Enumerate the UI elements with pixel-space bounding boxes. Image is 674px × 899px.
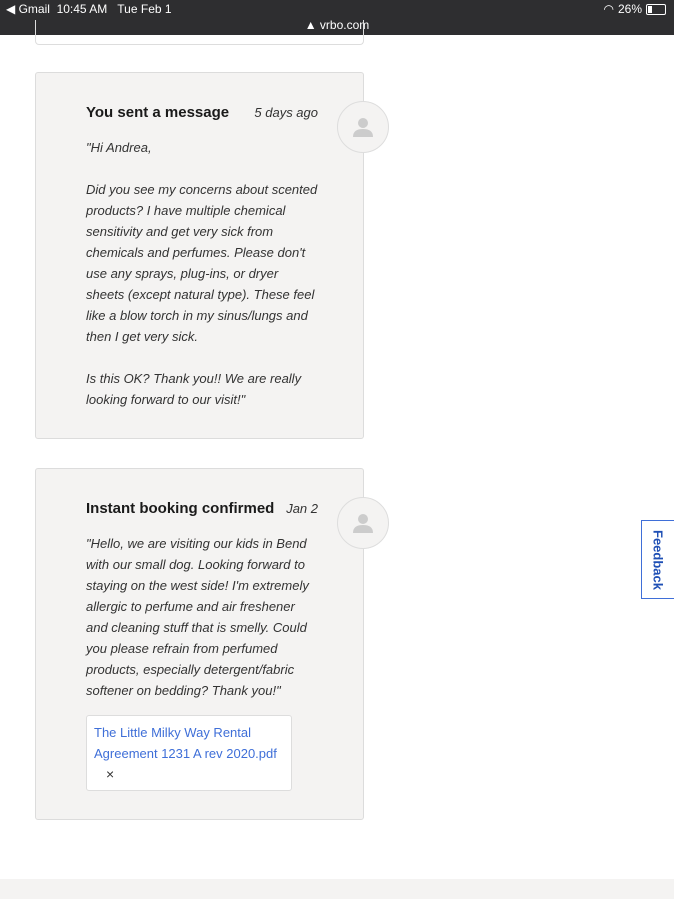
wifi-icon: ◠ [603, 2, 614, 16]
time: 10:45 AM [56, 2, 108, 16]
url-bar[interactable]: ▲ vrbo.com [304, 18, 370, 32]
message-text: "Hello, we are visiting our kids in Bend with our small dog. Looking forward to staying on the west side! I'm extremely allergic to perfume and air freshener and cleaning stuff that is smelly. Could you please refrain from perfumed products, especially detergent/fabric softener on bedding? Thank you!" [86, 536, 313, 698]
user-icon [352, 512, 374, 534]
message-title: You sent a message [86, 104, 230, 121]
message-date: Jan 2 [286, 501, 318, 516]
avatar [337, 101, 389, 153]
message-list [35, 72, 364, 820]
battery-icon [646, 4, 666, 15]
message-title: Instant booking confirmed [86, 500, 275, 517]
message-card [35, 72, 364, 439]
message-date: 5 days ago [254, 105, 318, 120]
date: Tue Feb 1 [117, 2, 172, 16]
battery-percent: 26% [617, 2, 642, 16]
attachment-link[interactable]: The Little Milky Way Rental Agreement 1231 A rev 2020.pdf [94, 725, 277, 761]
feedback-button[interactable]: Feedback [641, 520, 674, 599]
user-icon [352, 116, 374, 138]
attachment [86, 715, 292, 791]
back-to-gmail[interactable]: ◀ Gmail [6, 2, 50, 16]
message-card [35, 468, 364, 820]
status-left [6, 2, 172, 16]
close-icon[interactable]: × [106, 766, 115, 782]
message-text: "Hi Andrea, Did you see my concerns about scented products? I have multiple chemical sensitivity and get very sick from chemicals and perfumes. Please don't use any sprays, plug-ins, or dryer sheets (except natural type). These feel like a blow torch in my sinus/lungs and then I get very sick. Is this OK? Thank you!! We are really looking forward to our visit!" [86, 140, 318, 407]
previous-card [35, 20, 364, 45]
footer [0, 879, 674, 899]
avatar [337, 497, 389, 549]
